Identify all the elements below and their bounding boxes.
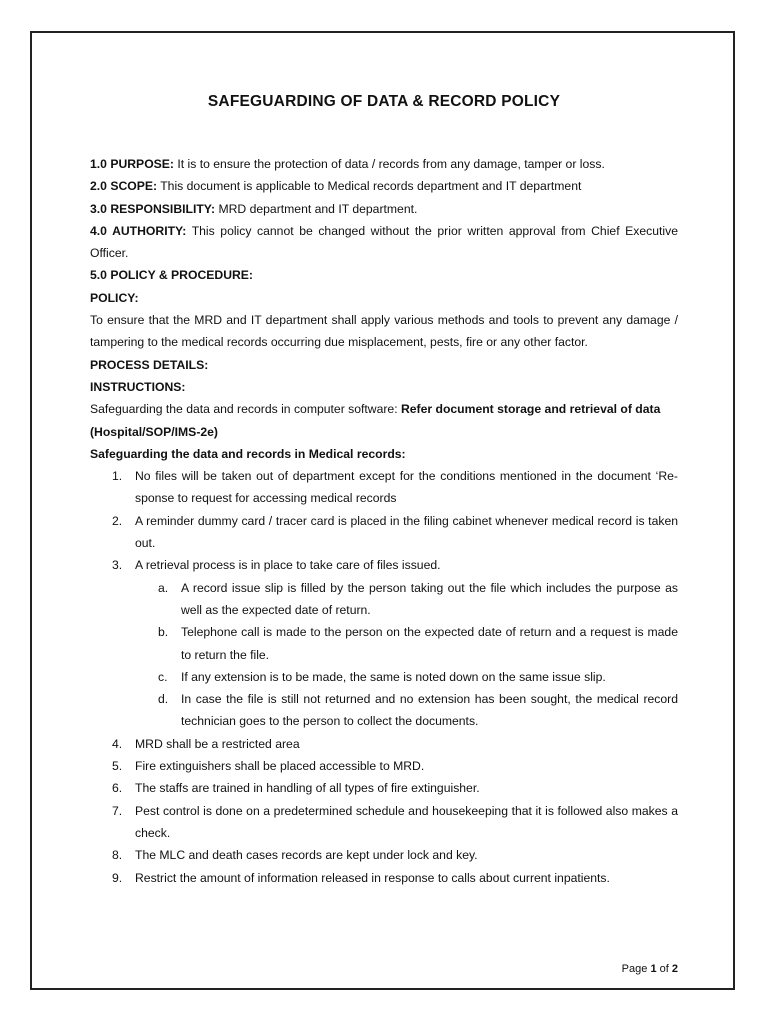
document-body bbox=[90, 153, 678, 889]
scope-label: 2.0 SCOPE: bbox=[90, 179, 158, 194]
page-number bbox=[622, 963, 678, 975]
sublist-item bbox=[135, 621, 678, 666]
instructions-list bbox=[90, 465, 678, 889]
policy-procedure-heading-text: 5.0 POLICY & PROCEDURE: bbox=[90, 268, 253, 283]
list-item-text: MRD shall be a restricted area bbox=[135, 736, 300, 751]
authority-line bbox=[90, 220, 678, 265]
sublist-item-text: In case the file is still not returned and no extension has been sought, the medical record technician goes to the person to collect the documents. bbox=[181, 692, 678, 729]
authority-text: This policy cannot be changed without the prior written approval from Chief Executive Officer. bbox=[90, 223, 678, 261]
document-title: SAFEGUARDING OF DATA & RECORD POLICY bbox=[207, 93, 561, 110]
software-line-text: Safeguarding the data and records in computer software: bbox=[90, 402, 401, 417]
total-pages: 2 bbox=[671, 963, 678, 975]
responsibility-line bbox=[90, 198, 678, 220]
medical-records-heading-text: Safeguarding the data and records in Medical records: bbox=[90, 446, 406, 461]
instructions-heading-text: INSTRUCTIONS: bbox=[90, 379, 186, 394]
sublist-item bbox=[135, 688, 678, 733]
current-page: 1 bbox=[650, 963, 657, 975]
list-item-text: Pest control is done on a predetermined schedule and housekeeping that it is followed also makes a check. bbox=[135, 803, 678, 840]
retrieval-sublist bbox=[135, 577, 678, 733]
list-item-text: A reminder dummy card / tracer card is placed in the filing cabinet whenever medical record is taken out. bbox=[135, 513, 678, 551]
list-item-number: 1. bbox=[112, 469, 123, 484]
list-item bbox=[90, 800, 678, 845]
list-item bbox=[90, 867, 678, 889]
software-line bbox=[90, 398, 678, 443]
purpose-line bbox=[90, 153, 678, 175]
sublist-item bbox=[135, 666, 678, 688]
list-item-text: No files will be taken out of department except for the conditions mentioned in the document ‘Re-sponse to request for accessing medical records bbox=[135, 469, 678, 506]
of-word: of bbox=[659, 963, 669, 975]
page-word: Page bbox=[621, 963, 648, 975]
list-item bbox=[90, 510, 678, 555]
purpose-label: 1.0 PURPOSE: bbox=[90, 157, 174, 171]
responsibility-text: MRD department and IT department. bbox=[215, 201, 418, 216]
policy-text: To ensure that the MRD and IT department shall apply various methods and tools to prevent any damage / tampering to the medical records occurring due misplacement, pests, fire or any other factor. bbox=[90, 313, 678, 350]
process-details-heading-text: PROCESS DETAILS: bbox=[90, 357, 209, 372]
medical-records-heading bbox=[90, 443, 678, 465]
list-item bbox=[90, 844, 678, 866]
list-item-number: 7. bbox=[112, 803, 123, 818]
list-item-number: 9. bbox=[112, 870, 123, 885]
list-item bbox=[90, 554, 678, 732]
list-item bbox=[90, 755, 678, 777]
list-item-number: 8. bbox=[112, 848, 123, 863]
list-item-number: 6. bbox=[112, 781, 123, 796]
sublist-item bbox=[135, 577, 678, 622]
list-item-number: 5. bbox=[112, 759, 123, 774]
sublist-item-letter: d. bbox=[158, 692, 169, 707]
list-item-number: 4. bbox=[112, 736, 123, 751]
responsibility-label: 3.0 RESPONSIBILITY: bbox=[90, 201, 216, 216]
sublist-item-text: If any extension is to be made, the same is noted down on the same issue slip. bbox=[181, 669, 606, 684]
list-item-number: 3. bbox=[112, 558, 123, 573]
list-item bbox=[90, 777, 678, 799]
software-line-reference: Refer document storage and retrieval of data (Hospital/SOP/IMS-2e) bbox=[90, 402, 661, 439]
policy-procedure-heading bbox=[90, 264, 678, 286]
list-item-number: 2. bbox=[112, 513, 123, 528]
scope-text: This document is applicable to Medical records department and IT department bbox=[157, 179, 582, 194]
list-item-text: The staffs are trained in handling of all types of fire extinguisher. bbox=[135, 781, 480, 796]
instructions-heading bbox=[90, 376, 678, 398]
list-item bbox=[90, 733, 678, 755]
list-item-text: A retrieval process is in place to take care of files issued. bbox=[135, 558, 441, 573]
scope-line bbox=[90, 175, 678, 197]
process-details-heading bbox=[90, 354, 678, 376]
policy-heading bbox=[90, 287, 678, 309]
sublist-item-text: Telephone call is made to the person on the expected date of return and a request is made to return the file. bbox=[181, 625, 678, 662]
list-item-text: Fire extinguishers shall be placed accessible to MRD. bbox=[135, 759, 425, 774]
policy-heading-text: POLICY: bbox=[90, 290, 139, 305]
authority-label: 4.0 AUTHORITY: bbox=[90, 223, 187, 238]
sublist-item-letter: c. bbox=[158, 669, 168, 684]
sublist-item-letter: b. bbox=[158, 625, 169, 640]
list-item-text: The MLC and death cases records are kept under lock and key. bbox=[135, 848, 478, 863]
list-item bbox=[90, 465, 678, 510]
purpose-text: It is to ensure the protection of data / records from any damage, tamper or loss. bbox=[174, 157, 605, 171]
list-item-text: Restrict the amount of information released in response to calls about current inpatients. bbox=[135, 870, 610, 885]
sublist-item-letter: a. bbox=[158, 580, 169, 595]
sublist-item-text: A record issue slip is filled by the person taking out the file which includes the purpose as well as the expected date of return. bbox=[181, 580, 678, 617]
